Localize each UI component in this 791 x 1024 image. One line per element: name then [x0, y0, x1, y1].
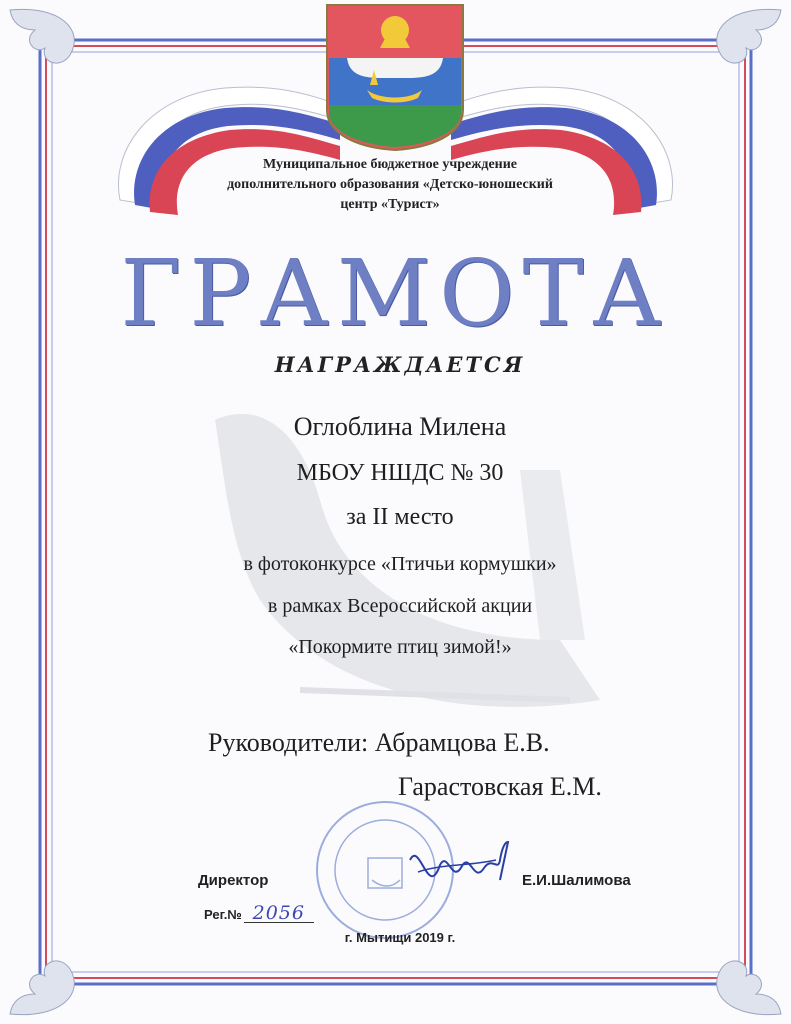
official-stamp-icon: [317, 802, 453, 938]
recipient-name: Оглоблина Милена: [293, 412, 507, 441]
reg-number-value: 2056: [244, 904, 314, 923]
org-line-3: центр «Турист»: [340, 197, 440, 212]
organization-name: [150, 155, 630, 215]
certificate-title: ГРАМОТА: [120, 240, 670, 347]
coat-of-arms-icon: [327, 5, 463, 150]
director-label: Директор: [198, 872, 269, 889]
org-line-2: дополнительного образования «Детско-юношеский: [227, 177, 553, 192]
second-leader: Гарастовская Е.М.: [398, 772, 602, 801]
signature-icon: [410, 842, 508, 880]
reg-label: Рег.№: [204, 907, 242, 922]
contest-line-3: «Покормите птиц зимой!»: [288, 636, 512, 658]
registration-number: [204, 904, 314, 923]
leaders-line: Руководители: Абрамцова Е.В.: [208, 728, 550, 757]
awarded-heading: НАГРАЖДАЕТСЯ: [274, 352, 526, 377]
recipient-school: МБОУ НШДС № 30: [296, 460, 504, 486]
org-line-1: Муниципальное бюджетное учреждение: [262, 157, 518, 172]
city-year: г. Мытищи 2019 г.: [344, 930, 456, 945]
contest-line-2: в рамках Всероссийской акции: [267, 595, 533, 617]
director-name: Е.И.Шалимова: [522, 872, 631, 889]
award-place: за II место: [346, 504, 454, 530]
contest-line-1: в фотоконкурсе «Птичьи кормушки»: [243, 553, 557, 575]
